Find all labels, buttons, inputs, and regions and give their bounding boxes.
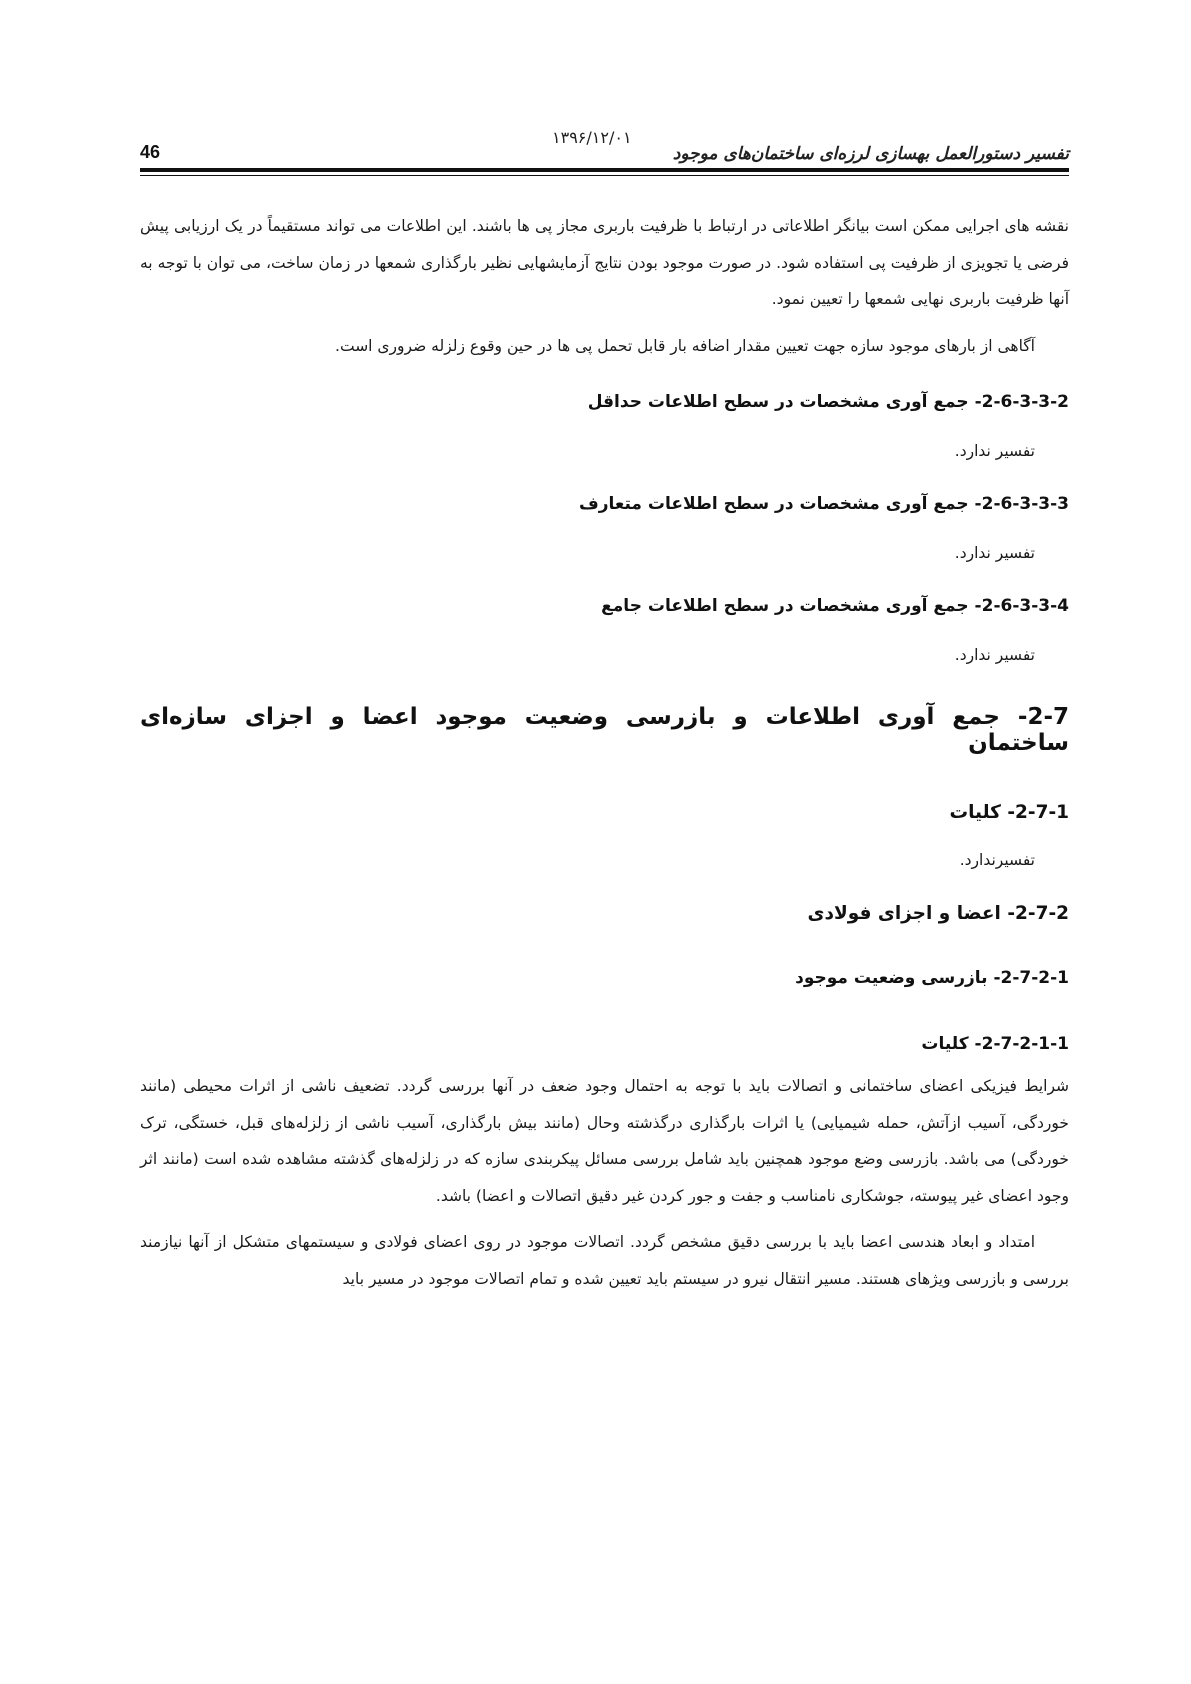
paragraph-geometry-connections: امتداد و ابعاد هندسی اعضا باید با بررسی دقیق مشخص گردد. اتصالات موجود در روی اعضای فولادی و سیستمهای متشکل از آنها نیازمند بررسی و بازرسی ویژهای هستند. مسیر انتقال نیرو در سیستم باید تعیین شده و تمام اتصالات موجود در مسیر باید <box>140 1233 1069 1288</box>
section-heading-general-sub: 2-7-2-1-1- کلیات <box>921 1034 1069 1054</box>
section-heading-minimum-data: 2-6-3-3-2- جمع آوری مشخصات در سطح اطلاعات حداقل <box>587 392 1069 412</box>
header-rule-thin <box>140 175 1069 176</box>
header-title: تفسیر دستورالعمل بهسازی لرزه‌ای ساختمان‌های موجود <box>672 144 1069 164</box>
paragraph-existing-loads: آگاهی از بارهای موجود سازه جهت تعیین مقدار اضافه بار قابل تحمل پی ها در حین وقوع زلزله ضروری است. <box>335 336 1035 355</box>
section-note: تفسیر ندارد. <box>954 646 1035 664</box>
paragraph-foundation-capacity: نقشه های اجرایی ممکن است بیانگر اطلاعاتی در ارتباط با ظرفیت باربری مجاز پی ها باشند. این اطلاعات می تواند مستقیماً در یک ارزیابی پیش فرضی یا تجویزی از ظرفیت پی استفاده شود. در صورت موجود بودن نتایج آزمایشهایی نظیر بارگذاری شمعها در زمان ساخت، می توان با توجه به آنها ظرفیت باربری نهایی شمعها را تعیین نمود. <box>140 217 1069 308</box>
section-heading-steel-members: 2-7-2- اعضا و اجزای فولادی <box>807 903 1069 924</box>
header-date: ۱۳۹۶/۱۲/۰۱ <box>552 128 632 147</box>
section-note: تفسیر ندارد. <box>954 442 1035 460</box>
section-heading-usual-data: 2-6-3-3-3- جمع آوری مشخصات در سطح اطلاعات متعارف <box>578 494 1069 514</box>
header-rule-thick <box>140 168 1069 172</box>
section-note: تفسیرندارد. <box>959 851 1035 869</box>
section-heading-condition-inspection: 2-7-2-1- بازرسی وضعیت موجود <box>795 968 1069 988</box>
chapter-heading-inspection: 2-7- جمع آوری اطلاعات و بازرسی وضعیت موجود اعضا و اجزای سازه‌ای ساختمان <box>140 704 1069 756</box>
section-heading-comprehensive-data: 2-6-3-3-4- جمع آوری مشخصات در سطح اطلاعات جامع <box>601 596 1069 616</box>
page-content <box>140 208 1069 1297</box>
section-note: تفسیر ندارد. <box>954 544 1035 562</box>
page-number: 46 <box>140 142 161 162</box>
page-header <box>140 128 1069 168</box>
paragraph-physical-conditions: شرایط فیزیکی اعضای ساختمانی و اتصالات باید با توجه به احتمال وجود ضعف در آنها بررسی گردد. تضعیف ناشی از اثرات محیطی (مانند خوردگی، آسیب ازآتش، حمله شیمیایی) یا اثرات بارگذاری درگذشته وحال (مانند بیش بارگذاری، آسیب ناشی از زلزله‌های قبل، خستگی، ترک خوردگی) می باشد. بازرسی وضع موجود همچنین باید شامل بررسی مسائل پیکربندی سازه که در زلزله‌های گذشته مشاهده شده است (مانند اثر وجود اعضای غیر پیوسته، جوشکاری نامناسب و جفت و جور کردن غیر دقیق اتصالات و اعضا) باشد. <box>140 1077 1069 1205</box>
section-heading-general: 2-7-1- کلیات <box>949 802 1069 823</box>
